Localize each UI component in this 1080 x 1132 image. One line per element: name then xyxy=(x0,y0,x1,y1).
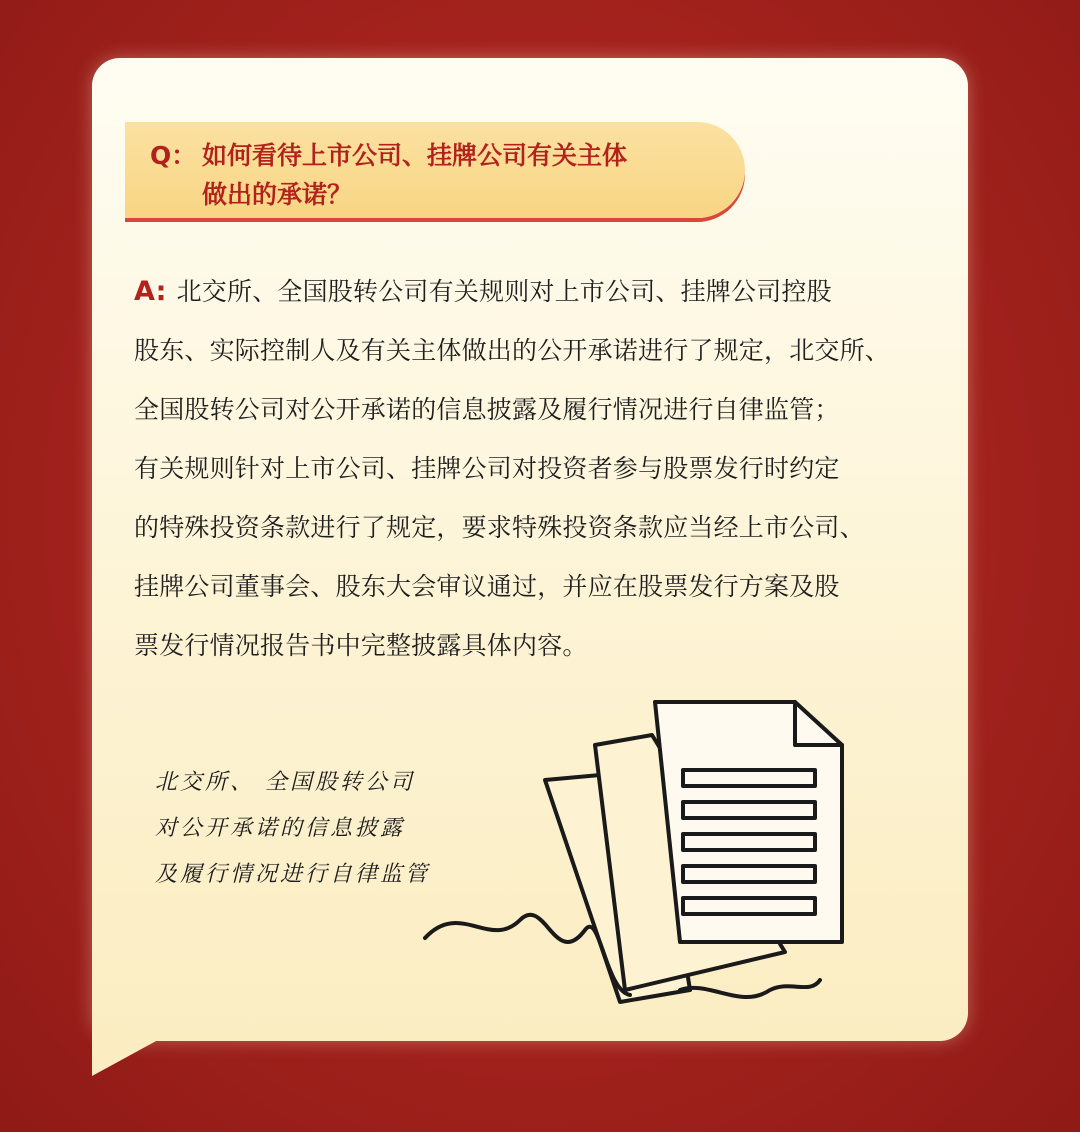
question-line-2: 做出的承诺？ xyxy=(202,180,353,209)
answer-label: A: xyxy=(134,276,167,307)
question-line-1: 如何看待上市公司、挂牌公司有关主体 xyxy=(202,141,628,170)
answer-line-6: 挂牌公司董事会、股东大会审议通过，并应在股票发行方案及股 xyxy=(134,572,840,601)
handwritten-line-1: 北交所、 全国股转公司 xyxy=(155,770,415,795)
question-prefix: Q： xyxy=(150,141,197,170)
answer-text xyxy=(134,262,954,675)
answer-line-7: 票发行情况报告书中完整披露具体内容。 xyxy=(134,631,588,660)
documents-icon xyxy=(420,690,860,1020)
answer-line xyxy=(134,262,954,321)
handwritten-line-3: 及履行情况进行自律监管 xyxy=(155,862,431,887)
question-text xyxy=(150,136,730,214)
answer-line-5: 的特殊投资条款进行了规定，要求特殊投资条款应当经上市公司、 xyxy=(134,513,865,542)
answer-line-1: 北交所、全国股转公司有关规则对上市公司、挂牌公司控股 xyxy=(176,277,832,306)
answer-line-2: 股东、实际控制人及有关主体做出的公开承诺进行了规定，北交所、 xyxy=(134,336,891,365)
answer-line-4: 有关规则针对上市公司、挂牌公司对投资者参与股票发行时约定 xyxy=(134,454,840,483)
answer-line-3: 全国股转公司对公开承诺的信息披露及履行情况进行自律监管； xyxy=(134,395,840,424)
handwritten-line-2: 对公开承诺的信息披露 xyxy=(155,816,406,841)
